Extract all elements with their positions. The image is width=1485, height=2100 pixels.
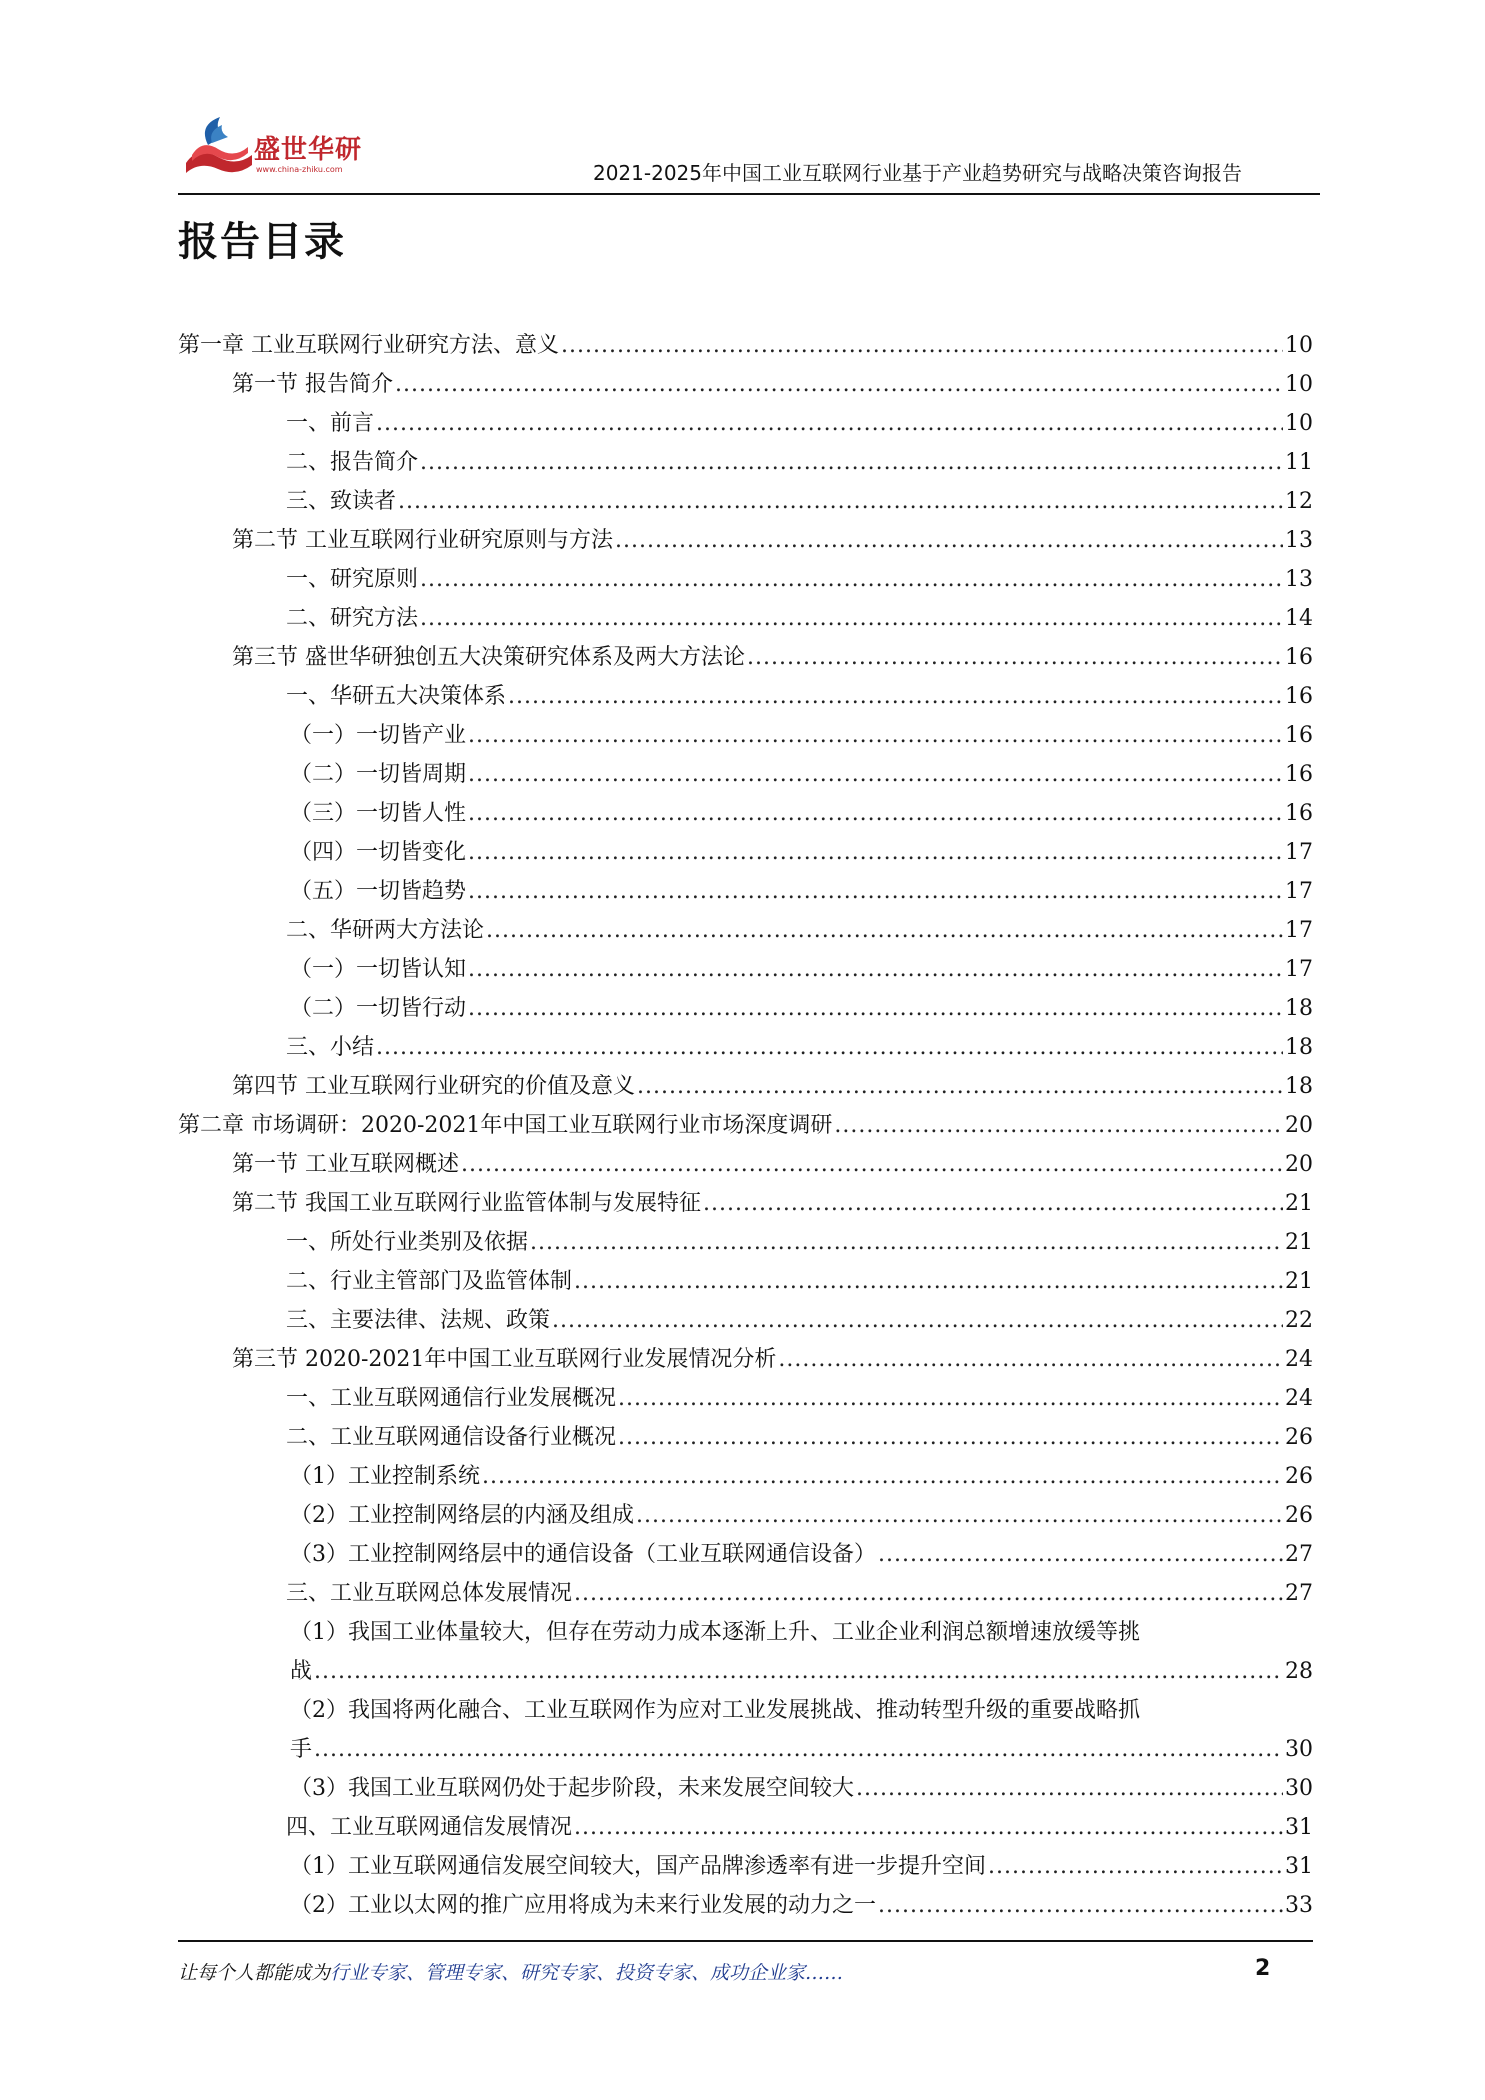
toc-entry-title: 三、致读者	[286, 489, 397, 514]
toc-entry[interactable]	[178, 911, 1313, 950]
toc-entry-title: （五）一切皆趋势	[290, 879, 467, 904]
toc-entry-title: （二）一切皆周期	[290, 762, 467, 787]
toc-entry-title: 三、小结	[286, 1035, 375, 1060]
toc-leader-dots	[856, 1769, 1283, 1808]
toc-leader-dots	[376, 404, 1283, 443]
toc-entry-page: 12	[1285, 489, 1313, 514]
toc-entry-title: 一、研究原则	[286, 567, 419, 592]
footer-slogan-accent: 行业专家、管理专家、研究专家、投资专家、成功企业家……	[330, 1962, 844, 1984]
toc-leader-dots	[398, 482, 1283, 521]
toc-entry[interactable]	[178, 794, 1313, 833]
toc-leader-dots	[482, 1457, 1283, 1496]
header-divider	[178, 193, 1320, 195]
toc-entry-title: 第二章 市场调研：2020-2021年中国工业互联网行业市场深度调研	[178, 1113, 833, 1138]
toc-entry-page: 17	[1285, 957, 1313, 982]
toc-entry-title: 第三节 2020-2021年中国工业互联网行业发展情况分析	[232, 1347, 777, 1372]
toc-entry-title: 第四节 工业互联网行业研究的价值及意义	[232, 1074, 635, 1099]
toc-entry[interactable]	[178, 1535, 1313, 1574]
toc-entry-title: 第二节 我国工业互联网行业监管体制与发展特征	[232, 1191, 701, 1216]
toc-entry[interactable]	[178, 755, 1313, 794]
toc-entry-page: 20	[1285, 1152, 1313, 1177]
toc-entry-title: （2）工业以太网的推广应用将成为未来行业发展的动力之一	[290, 1893, 876, 1918]
toc-leader-dots	[420, 443, 1283, 482]
toc-entry-page: 20	[1285, 1113, 1313, 1138]
logo-emblem-icon	[178, 105, 258, 185]
footer-divider	[178, 1940, 1313, 1942]
toc-leader-dots	[574, 1262, 1283, 1301]
toc-entry-page: 16	[1285, 645, 1313, 670]
toc-entry[interactable]	[178, 1769, 1313, 1808]
logo-text: 盛世华研	[254, 135, 363, 165]
toc-entry-title: 第一章 工业互联网行业研究方法、意义	[178, 333, 559, 358]
toc-entry-title: 二、行业主管部门及监管体制	[286, 1269, 573, 1294]
toc-entry-title: 一、所处行业类别及依据	[286, 1230, 529, 1255]
toc-entry-title: 二、研究方法	[286, 606, 419, 631]
toc-entry[interactable]	[178, 1808, 1313, 1847]
toc-entry[interactable]	[178, 521, 1313, 560]
toc-entry[interactable]	[178, 833, 1313, 872]
toc-entry-page: 17	[1285, 918, 1313, 943]
toc-entry-page: 10	[1285, 333, 1313, 358]
toc-leader-dots	[618, 1418, 1283, 1457]
toc-entry-page: 31	[1285, 1815, 1313, 1840]
toc-leader-dots	[574, 1808, 1283, 1847]
toc-entry-title: 四、工业互联网通信发展情况	[286, 1815, 573, 1840]
toc-entry[interactable]	[178, 599, 1313, 638]
toc-leader-dots	[468, 833, 1283, 872]
toc-entry-page: 17	[1285, 840, 1313, 865]
toc-entry-title: （3）我国工业互联网仍处于起步阶段，未来发展空间较大	[290, 1776, 854, 1801]
toc-entry-title: （1）我国工业体量较大，但存在劳动力成本逐渐上升、工业企业利润总额增速放缓等挑	[290, 1620, 1140, 1645]
toc-entry[interactable]	[178, 1691, 1313, 1769]
toc-leader-dots	[778, 1340, 1283, 1379]
toc-entry-title: 第二节 工业互联网行业研究原则与方法	[232, 528, 613, 553]
toc-leader-dots	[395, 365, 1283, 404]
toc-entry-title: 二、工业互联网通信设备行业概况	[286, 1425, 617, 1450]
toc-leader-dots	[988, 1847, 1283, 1886]
toc-entry-page: 30	[1285, 1737, 1313, 1762]
toc-leader-dots	[376, 1028, 1283, 1067]
toc-leader-dots	[530, 1223, 1283, 1262]
toc-entry-title: （3）工业控制网络层中的通信设备（工业互联网通信设备）	[290, 1542, 876, 1567]
toc-leader-dots	[468, 872, 1283, 911]
toc-entry[interactable]	[178, 1457, 1313, 1496]
toc-entry[interactable]	[178, 326, 1313, 365]
toc-entry[interactable]	[178, 716, 1313, 755]
toc-entry-page: 22	[1285, 1308, 1313, 1333]
page-number: 2	[1255, 1956, 1271, 1981]
toc-entry-page: 10	[1285, 411, 1313, 436]
toc-leader-dots	[314, 1730, 1283, 1769]
toc-entry-page: 16	[1285, 723, 1313, 748]
toc-entry[interactable]	[178, 1379, 1313, 1418]
toc-entry[interactable]	[178, 1145, 1313, 1184]
toc-leader-dots	[420, 599, 1283, 638]
toc-entry-title-continued: 手	[290, 1737, 313, 1762]
toc-entry[interactable]	[178, 1847, 1313, 1886]
toc-leader-dots	[637, 1067, 1283, 1106]
page-title: 报告目录	[178, 219, 346, 265]
toc-entry-page: 24	[1285, 1347, 1313, 1372]
toc-entry-page: 21	[1285, 1191, 1313, 1216]
toc-entry-page: 21	[1285, 1230, 1313, 1255]
toc-entry-page: 18	[1285, 1035, 1313, 1060]
toc-entry-page: 16	[1285, 684, 1313, 709]
toc-leader-dots	[508, 677, 1283, 716]
toc-leader-dots	[468, 950, 1283, 989]
toc-leader-dots	[420, 560, 1283, 599]
toc-entry-page: 16	[1285, 801, 1313, 826]
toc-entry-page: 31	[1285, 1854, 1313, 1879]
toc-entry[interactable]	[178, 1262, 1313, 1301]
toc-entry-page: 10	[1285, 372, 1313, 397]
toc-entry[interactable]	[178, 950, 1313, 989]
toc-leader-dots	[574, 1574, 1283, 1613]
toc-entry-page: 16	[1285, 762, 1313, 787]
toc-entry[interactable]	[178, 404, 1313, 443]
toc-leader-dots	[468, 989, 1283, 1028]
footer-slogan	[178, 1958, 843, 1985]
toc-entry-page: 27	[1285, 1581, 1313, 1606]
toc-entry-page: 26	[1285, 1503, 1313, 1528]
report-title: 2021-2025年中国工业互联网行业基于产业趋势研究与战略决策咨询报告	[592, 161, 1242, 185]
toc-entry-page: 30	[1285, 1776, 1313, 1801]
toc-entry-title: 第一节 工业互联网概述	[232, 1152, 459, 1177]
toc-entry[interactable]	[178, 482, 1313, 521]
toc-entry-title: 三、工业互联网总体发展情况	[286, 1581, 573, 1606]
toc-leader-dots	[561, 326, 1283, 365]
toc-entry-title: 三、主要法律、法规、政策	[286, 1308, 551, 1333]
toc-leader-dots	[615, 521, 1283, 560]
toc-entry[interactable]	[178, 1886, 1313, 1925]
toc-entry[interactable]	[178, 872, 1313, 911]
toc-leader-dots	[834, 1106, 1283, 1145]
toc-leader-dots	[314, 1652, 1283, 1691]
toc-leader-dots	[618, 1379, 1283, 1418]
toc-entry-title: 第一节 报告简介	[232, 372, 393, 397]
toc-leader-dots	[468, 755, 1283, 794]
toc-entry[interactable]	[178, 1067, 1313, 1106]
toc-entry-page: 17	[1285, 879, 1313, 904]
toc-entry[interactable]	[178, 1496, 1313, 1535]
toc-entry[interactable]	[178, 560, 1313, 599]
toc-entry-page: 21	[1285, 1269, 1313, 1294]
toc-leader-dots	[486, 911, 1283, 950]
logo-url: www.china-zhiku.com	[256, 165, 343, 174]
toc-entry[interactable]	[178, 1574, 1313, 1613]
toc-entry[interactable]	[178, 638, 1313, 677]
toc-entry[interactable]	[178, 1418, 1313, 1457]
toc-entry-page: 13	[1285, 567, 1313, 592]
toc-leader-dots	[468, 794, 1283, 833]
toc-leader-dots	[878, 1886, 1283, 1925]
toc-entry-title: 一、华研五大决策体系	[286, 684, 507, 709]
toc-entry-title: 一、前言	[286, 411, 375, 436]
toc-entry[interactable]	[178, 1106, 1313, 1145]
toc-entry[interactable]	[178, 1184, 1313, 1223]
toc-entry-page: 13	[1285, 528, 1313, 553]
toc-entry-title: 一、工业互联网通信行业发展概况	[286, 1386, 617, 1411]
toc-entry-page: 26	[1285, 1464, 1313, 1489]
toc-leader-dots	[747, 638, 1283, 677]
toc-entry-page: 27	[1285, 1542, 1313, 1567]
page-header	[178, 105, 1320, 193]
toc-entry-title: （一）一切皆认知	[290, 957, 467, 982]
toc-entry[interactable]	[178, 1613, 1313, 1691]
toc-entry-title: 二、报告简介	[286, 450, 419, 475]
toc-entry-title: （1）工业互联网通信发展空间较大，国产品牌渗透率有进一步提升空间	[290, 1854, 986, 1879]
footer-slogan-lead: 让每个人都能成为	[178, 1962, 331, 1984]
toc-leader-dots	[552, 1301, 1283, 1340]
toc-entry[interactable]	[178, 1028, 1313, 1067]
toc-entry-page: 33	[1285, 1893, 1313, 1918]
toc-entry[interactable]	[178, 1301, 1313, 1340]
toc-entry-title: （2）我国将两化融合、工业互联网作为应对工业发展挑战、推动转型升级的重要战略抓	[290, 1698, 1140, 1723]
toc-entry-title: （1）工业控制系统	[290, 1464, 480, 1489]
toc-entry-page: 24	[1285, 1386, 1313, 1411]
toc-leader-dots	[468, 716, 1283, 755]
toc-entry-title: （2）工业控制网络层的内涵及组成	[290, 1503, 634, 1528]
toc-entry-title: （二）一切皆行动	[290, 996, 467, 1021]
toc-entry-page: 14	[1285, 606, 1313, 631]
toc-entry[interactable]	[178, 1223, 1313, 1262]
toc-entry-title: 二、华研两大方法论	[286, 918, 485, 943]
toc-leader-dots	[461, 1145, 1283, 1184]
toc-entry-title-continued: 战	[290, 1659, 313, 1684]
toc-entry[interactable]	[178, 1340, 1313, 1379]
table-of-contents	[178, 326, 1313, 1925]
company-logo	[178, 105, 398, 185]
toc-entry-title: （三）一切皆人性	[290, 801, 467, 826]
toc-entry[interactable]	[178, 677, 1313, 716]
toc-entry-page: 26	[1285, 1425, 1313, 1450]
toc-entry-page: 18	[1285, 996, 1313, 1021]
toc-entry[interactable]	[178, 989, 1313, 1028]
toc-entry[interactable]	[178, 365, 1313, 404]
toc-entry-title: （四）一切皆变化	[290, 840, 467, 865]
toc-leader-dots	[636, 1496, 1283, 1535]
toc-entry-page: 28	[1285, 1659, 1313, 1684]
toc-entry-title: 第三节 盛世华研独创五大决策研究体系及两大方法论	[232, 645, 745, 670]
toc-entry[interactable]	[178, 443, 1313, 482]
toc-entry-title: （一）一切皆产业	[290, 723, 467, 748]
toc-entry-page: 18	[1285, 1074, 1313, 1099]
toc-leader-dots	[878, 1535, 1283, 1574]
toc-entry-page: 11	[1285, 450, 1313, 475]
toc-leader-dots	[703, 1184, 1283, 1223]
